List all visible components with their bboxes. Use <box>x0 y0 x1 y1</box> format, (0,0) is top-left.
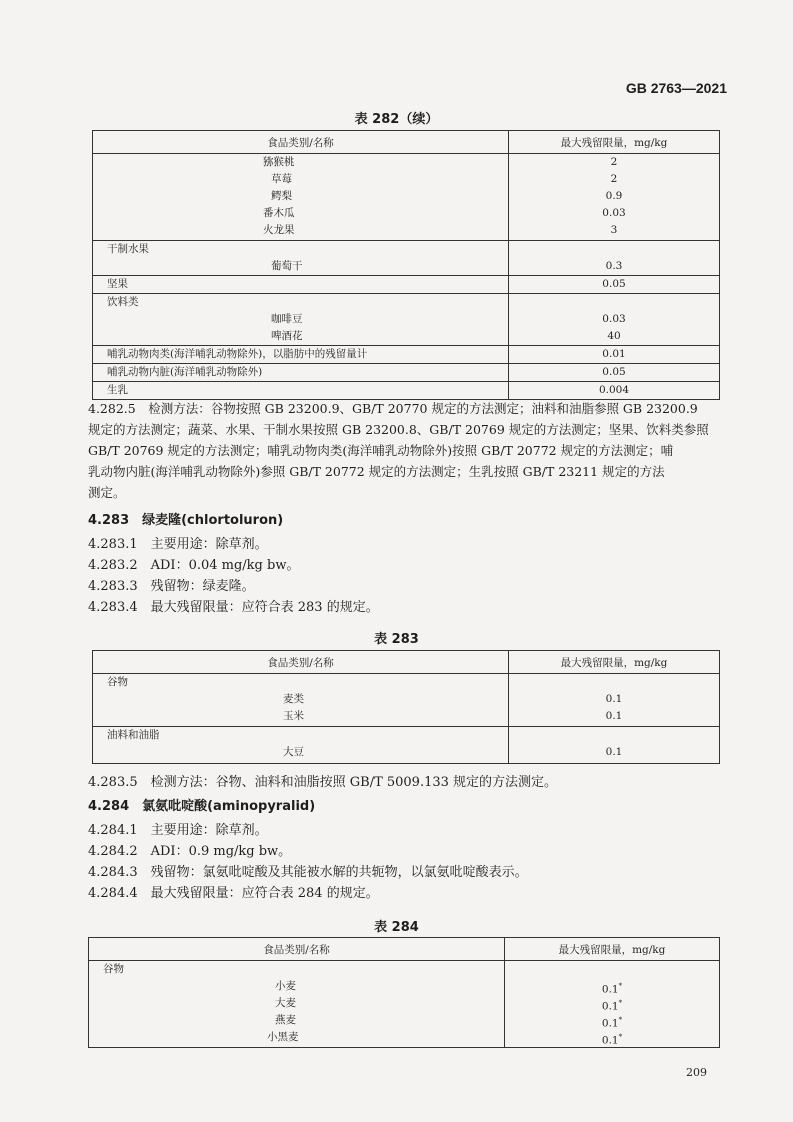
mammal-offal-value <box>509 364 720 382</box>
value-cell: 0.1 <box>601 1017 619 1030</box>
text-line: 4.284.2 ADI：0.9 mg/kg bw。 <box>88 844 292 859</box>
fruit-values <box>509 154 720 241</box>
table-282-title: 表 282（续） <box>354 112 439 127</box>
value-cell: 0.05 <box>602 366 626 378</box>
text-line: 4.284.4 最大残留限量：应符合表 284 的规定。 <box>88 886 379 901</box>
value-cell: 40 <box>607 330 621 342</box>
col-header-mrl: 最大残留限量，mg/kg <box>509 651 720 674</box>
list-item: 咖啡豆 <box>271 313 303 325</box>
list-item: 玉米 <box>283 710 304 722</box>
category-label: 谷物 <box>107 676 128 688</box>
value-cell: 0.01 <box>602 348 626 360</box>
raw-milk-value <box>509 382 720 400</box>
text-line: 测定。 <box>88 485 126 500</box>
value-cell: 0.1 <box>605 746 623 758</box>
list-item: 燕麦 <box>275 1014 296 1026</box>
category-label: 哺乳动物内脏(海洋哺乳动物除外) <box>107 366 263 378</box>
value-cell: 0.3 <box>605 260 623 272</box>
raw-milk-row <box>93 382 509 400</box>
text-line: 4.283.4 最大残留限量：应符合表 283 的规定。 <box>88 600 379 615</box>
category-label: 生乳 <box>107 384 128 396</box>
text-line: 4.283.3 残留物：绿麦隆。 <box>88 579 255 594</box>
cereal-values <box>509 674 720 727</box>
mammal-meat-row <box>93 346 509 364</box>
footnote-mark: * <box>618 982 623 990</box>
category-label: 油料和油脂 <box>107 729 160 741</box>
page-number: 209 <box>686 1066 707 1079</box>
footnote-mark: * <box>618 1016 623 1024</box>
category-label: 谷物 <box>103 963 124 975</box>
value-cell: 2 <box>610 156 618 168</box>
list-item: 猕猴桃 <box>263 156 295 168</box>
paragraph-4283-5: 4.283.5 检测方法：谷物、油料和油脂按照 GB/T 5009.133 规定的方法测定。 <box>88 775 558 790</box>
text-line: GB/T 20769 规定的方法测定；哺乳动物肉类(海洋哺乳动物除外)按照 GB/T 20772 规定的方法测定；哺 <box>88 443 674 458</box>
mammal-meat-value <box>509 346 720 364</box>
text-line: 乳动物内脏(海洋哺乳动物除外)参照 GB/T 20772 规定的方法测定；生乳按照 GB/T 23211 规定的方法 <box>88 464 665 479</box>
col-header-food: 食品类别/名称 <box>93 651 509 674</box>
section-heading: 4.283 绿麦隆(chlortoluron) <box>88 513 284 528</box>
standard-number: GB 2763—2021 <box>625 80 727 96</box>
table-282 <box>92 130 720 400</box>
list-item: 啤酒花 <box>271 330 303 342</box>
value-cell: 0.1 <box>605 710 623 722</box>
col-header-mrl: 最大残留限量，mg/kg <box>505 938 720 961</box>
paragraph-4282-5 <box>88 398 748 503</box>
table-284-title: 表 284 <box>374 920 419 935</box>
value-cell: 2 <box>610 173 618 185</box>
col-header-food: 食品类别/名称 <box>93 131 509 154</box>
text-line: 4.284.3 残留物：氯氨吡啶酸及其能被水解的共轭物，以氯氨吡啶酸表示。 <box>88 865 528 880</box>
text-line: 4.284.1 主要用途：除草剂。 <box>88 823 268 838</box>
beverage-row <box>93 294 509 346</box>
oil-values <box>509 727 720 764</box>
section-4283 <box>88 510 728 618</box>
list-item: 鳄梨 <box>271 190 292 202</box>
list-item: 麦类 <box>283 693 304 705</box>
list-item: 小麦 <box>275 980 296 992</box>
cereal-values <box>505 961 720 1048</box>
dried-fruit-value <box>509 241 720 276</box>
list-item: 葡萄干 <box>271 260 303 272</box>
dried-fruit-row <box>93 241 509 276</box>
value-cell: 0.004 <box>598 384 630 396</box>
list-item: 火龙果 <box>263 224 295 236</box>
list-item: 小黑麦 <box>267 1031 299 1043</box>
col-header-food: 食品类别/名称 <box>89 938 505 961</box>
value-cell: 0.1 <box>601 983 619 996</box>
table-284 <box>88 937 720 1048</box>
category-label: 坚果 <box>107 278 128 290</box>
footnote-mark: * <box>618 1033 623 1041</box>
text-line: 规定的方法测定；蔬菜、水果、干制水果按照 GB 23200.8、GB/T 20769 规定的方法测定；坚果、饮料类参照 <box>88 422 709 437</box>
list-item: 番木瓜 <box>263 207 295 219</box>
value-cell: 0.9 <box>605 190 623 202</box>
text-line: 4.283.2 ADI：0.04 mg/kg bw。 <box>88 558 300 573</box>
cereal-row <box>93 674 509 727</box>
value-cell: 0.1 <box>601 1000 619 1013</box>
col-header-mrl: 最大残留限量，mg/kg <box>509 131 720 154</box>
list-item: 草莓 <box>271 173 292 185</box>
list-item: 大麦 <box>275 997 296 1009</box>
category-label: 饮料类 <box>107 296 139 308</box>
beverage-values <box>509 294 720 346</box>
text-line: 4.283.1 主要用途：除草剂。 <box>88 537 268 552</box>
value-cell: 0.05 <box>602 278 626 290</box>
value-cell: 3 <box>610 224 618 236</box>
nuts-row <box>93 276 509 294</box>
category-label: 干制水果 <box>107 243 149 255</box>
section-heading: 4.284 氯氨吡啶酸(aminopyralid) <box>88 799 316 814</box>
section-4284 <box>88 796 728 904</box>
nuts-value <box>509 276 720 294</box>
value-cell: 0.1 <box>605 693 623 705</box>
value-cell: 0.1 <box>601 1034 619 1047</box>
category-label: 哺乳动物肉类(海洋哺乳动物除外)，以脂肪中的残留量计 <box>107 348 368 360</box>
list-item: 大豆 <box>283 746 304 758</box>
cereal-row <box>89 961 505 1048</box>
table-283 <box>92 650 720 764</box>
text-line: 4.282.5 检测方法：谷物按照 GB 23200.9、GB/T 20770 规定的方法测定；油料和油脂参照 GB 23200.9 <box>88 401 698 416</box>
oil-row <box>93 727 509 764</box>
table-283-title: 表 283 <box>374 632 419 647</box>
footnote-mark: * <box>618 999 623 1007</box>
fruit-items <box>93 154 509 241</box>
value-cell: 0.03 <box>602 207 626 219</box>
mammal-offal-row <box>93 364 509 382</box>
value-cell: 0.03 <box>602 313 626 325</box>
